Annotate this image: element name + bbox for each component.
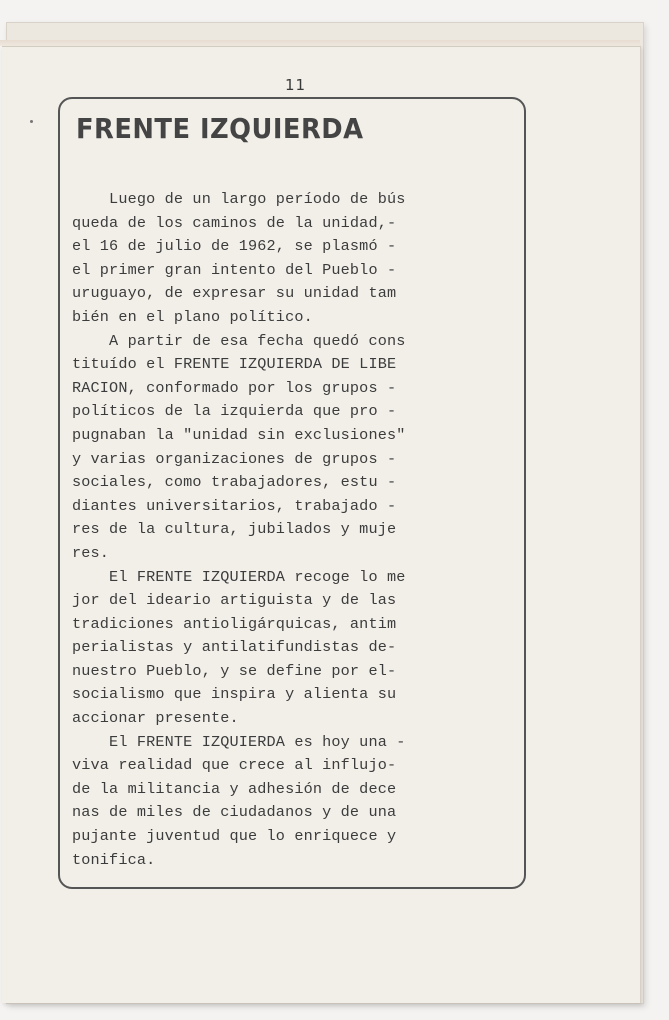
text-line: el 16 de julio de 1962, se plasmó -: [72, 237, 397, 256]
page-number: 11: [285, 76, 307, 94]
text-line: jor del ideario artiguista y de las: [72, 591, 397, 610]
text-line: A partir de esa fecha quedó cons: [72, 331, 406, 350]
text-line: diantes universitarios, trabajado -: [72, 496, 397, 515]
text-line: el primer gran intento del Pueblo -: [72, 260, 397, 279]
text-line: perialistas y antilatifundistas de-: [72, 638, 397, 657]
body-text: [72, 188, 524, 872]
text-line: Luego de un largo período de bús: [72, 190, 406, 208]
text-line: queda de los caminos de la unidad,-: [72, 213, 397, 232]
text-line: y varias organizaciones de grupos -: [72, 449, 397, 468]
text-line: sociales, como trabajadores, estu -: [72, 473, 397, 492]
text-line: uruguayo, de expresar su unidad tam: [72, 284, 397, 303]
ink-dot: [30, 120, 33, 123]
text-line: El FRENTE IZQUIERDA es hoy una -: [72, 732, 406, 751]
text-line: políticos de la izquierda que pro -: [72, 402, 397, 421]
text-line: viva realidad que crece al influjo-: [72, 756, 397, 775]
text-line: accionar presente.: [72, 709, 239, 728]
text-line: pujante juventud que lo enriquece y: [72, 827, 397, 846]
text-line: tonifica.: [72, 850, 156, 869]
text-line: nas de miles de ciudadanos y de una: [72, 803, 397, 822]
text-line: El FRENTE IZQUIERDA recoge lo me: [72, 567, 406, 586]
text-line: res.: [72, 543, 110, 562]
page-title: FRENTE IZQUIERDA: [76, 112, 364, 145]
text-line: bién en el plano político.: [72, 307, 313, 326]
text-line: de la militancia y adhesión de dece: [72, 779, 397, 798]
text-line: tituído el FRENTE IZQUIERDA DE LIBE: [72, 355, 397, 374]
text-line: nuestro Pueblo, y se define por el-: [72, 661, 397, 680]
text-line: res de la cultura, jubilados y muje: [72, 520, 397, 539]
text-line: socialismo que inspira y alienta su: [72, 685, 397, 704]
text-line: RACION, conformado por los grupos -: [72, 378, 397, 397]
text-line: tradiciones antioligárquicas, antim: [72, 614, 397, 633]
text-line: pugnaban la "unidad sin exclusiones": [72, 425, 406, 444]
